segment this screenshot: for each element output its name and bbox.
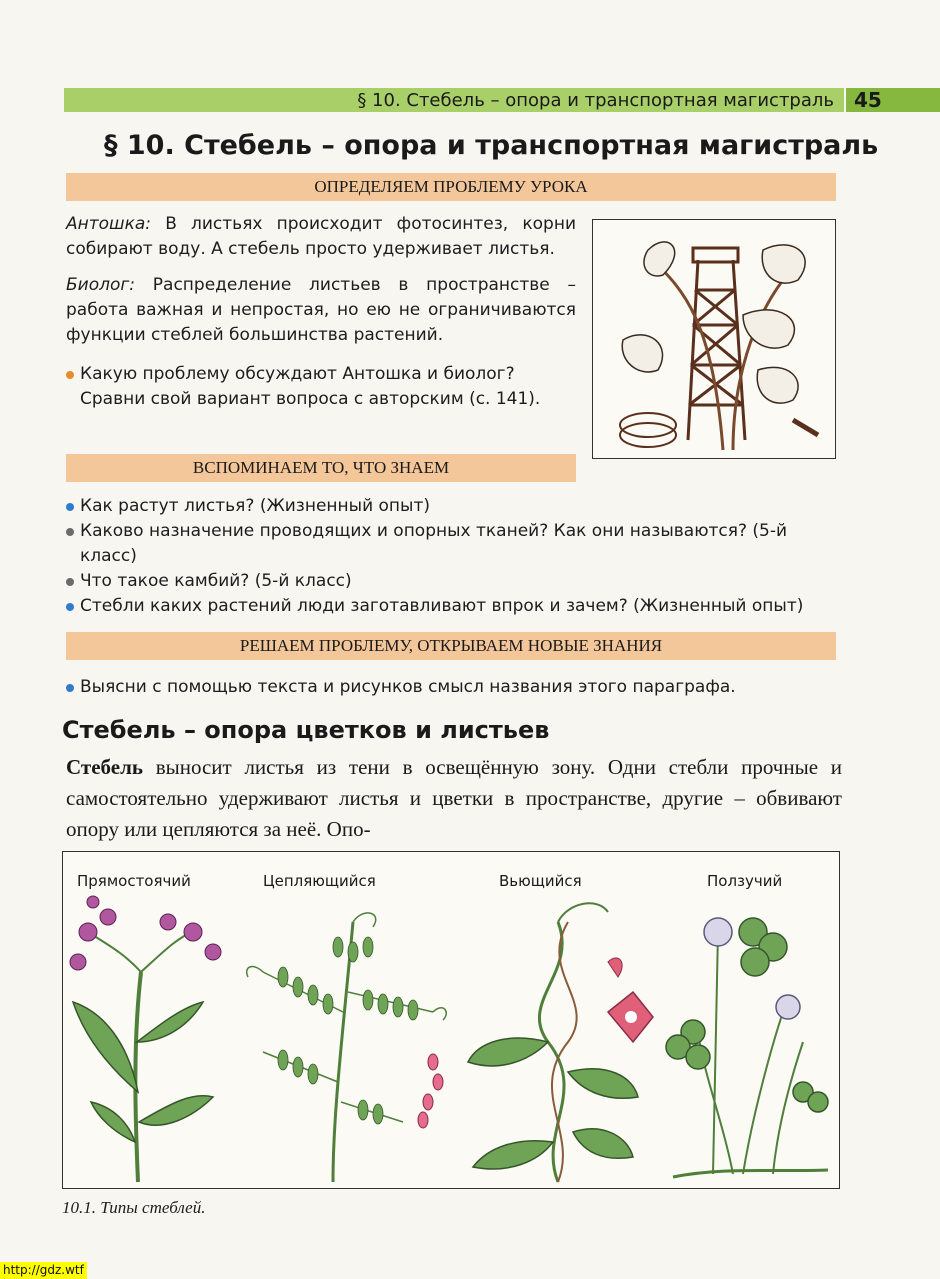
bullet-icon — [66, 684, 74, 692]
twining-plant-icon — [458, 892, 668, 1187]
body-bold-term: Стебель — [66, 755, 143, 779]
dialog-antoshka-text: В листьях происходит фотосинтез, корни собирают воду. А стебель просто удерживает листья. — [66, 214, 576, 259]
bullet-icon — [66, 371, 74, 379]
dialog-biologist-text: Распределение листьев в пространстве – работа важная и непростая, но ею не ограничиваются функции стеблей большинства растений. — [66, 275, 576, 345]
bullet-icon — [66, 528, 74, 536]
question-list — [64, 362, 584, 412]
task-list — [64, 675, 844, 700]
list-item — [64, 519, 844, 569]
list-item — [64, 569, 844, 594]
figure-stem-types — [62, 851, 840, 1189]
list-item — [64, 362, 584, 412]
recall-item-text: Что такое камбий? (5-й класс) — [80, 571, 352, 591]
bullet-icon — [66, 603, 74, 611]
list-item — [64, 594, 844, 619]
body-paragraph — [66, 752, 842, 845]
recall-list — [64, 494, 844, 619]
label-erect: Прямостоячий — [77, 872, 191, 890]
tower-illustration — [592, 219, 836, 459]
dialog-antoshka — [66, 212, 576, 262]
recall-item-text: Как растут листья? (Жизненный опыт) — [80, 496, 431, 516]
speaker-biologist: Биолог: — [66, 275, 136, 295]
creeping-plant-icon — [663, 892, 838, 1187]
list-item — [64, 675, 844, 700]
page-title: § 10. Стебель – опора и транспортная магистраль — [104, 130, 879, 161]
bullet-icon — [66, 578, 74, 586]
label-twining: Вьющийся — [499, 872, 582, 890]
erect-plant-icon — [63, 892, 243, 1187]
dialog-biologist — [66, 273, 576, 348]
task-text: Выясни с помощью текста и рисунков смысл названия этого параграфа. — [80, 677, 736, 697]
list-item — [64, 494, 844, 519]
page-number: 45 — [846, 88, 940, 112]
climbing-plant-icon — [223, 892, 453, 1187]
recall-item-text: Каково назначение проводящих и опорных тканей? Как они называются? (5-й класс) — [80, 521, 788, 566]
banner-solve-problem: РЕШАЕМ ПРОБЛЕМУ, ОТКРЫВАЕМ НОВЫЕ ЗНАНИЯ — [66, 632, 836, 660]
body-text: выносит листья из тени в освещённую зону. Одни стебли прочные и самостоятельно удерживают листья и цветки в пространстве, другие – обвивают опору или цепляются за неё. Опо- — [66, 755, 842, 841]
running-header-title: § 10. Стебель – опора и транспортная магистраль — [357, 90, 834, 111]
speaker-antoshka: Антошка: — [66, 214, 152, 234]
label-creeping: Ползучий — [707, 872, 783, 890]
bullet-icon — [66, 503, 74, 511]
banner-recall: ВСПОМИНАЕМ ТО, ЧТО ЗНАЕМ — [66, 454, 576, 482]
figure-caption: 10.1. Типы стеблей. — [62, 1198, 206, 1217]
section-heading: Стебель – опора цветков и листьев — [62, 716, 550, 744]
running-header-bar — [64, 88, 844, 112]
question-text: Какую проблему обсуждают Антошка и биолог? Сравни свой вариант вопроса с авторским (с. 141). — [80, 364, 541, 409]
banner-define-problem: ОПРЕДЕЛЯЕМ ПРОБЛЕМУ УРОКА — [66, 173, 836, 201]
label-climbing: Цепляющийся — [263, 872, 376, 890]
recall-item-text: Стебли каких растений люди заготавливают впрок и зачем? (Жизненный опыт) — [80, 596, 804, 616]
tower-with-leaves-icon — [593, 220, 834, 457]
watermark-link[interactable]: http://gdz.wtf — [0, 1262, 87, 1279]
